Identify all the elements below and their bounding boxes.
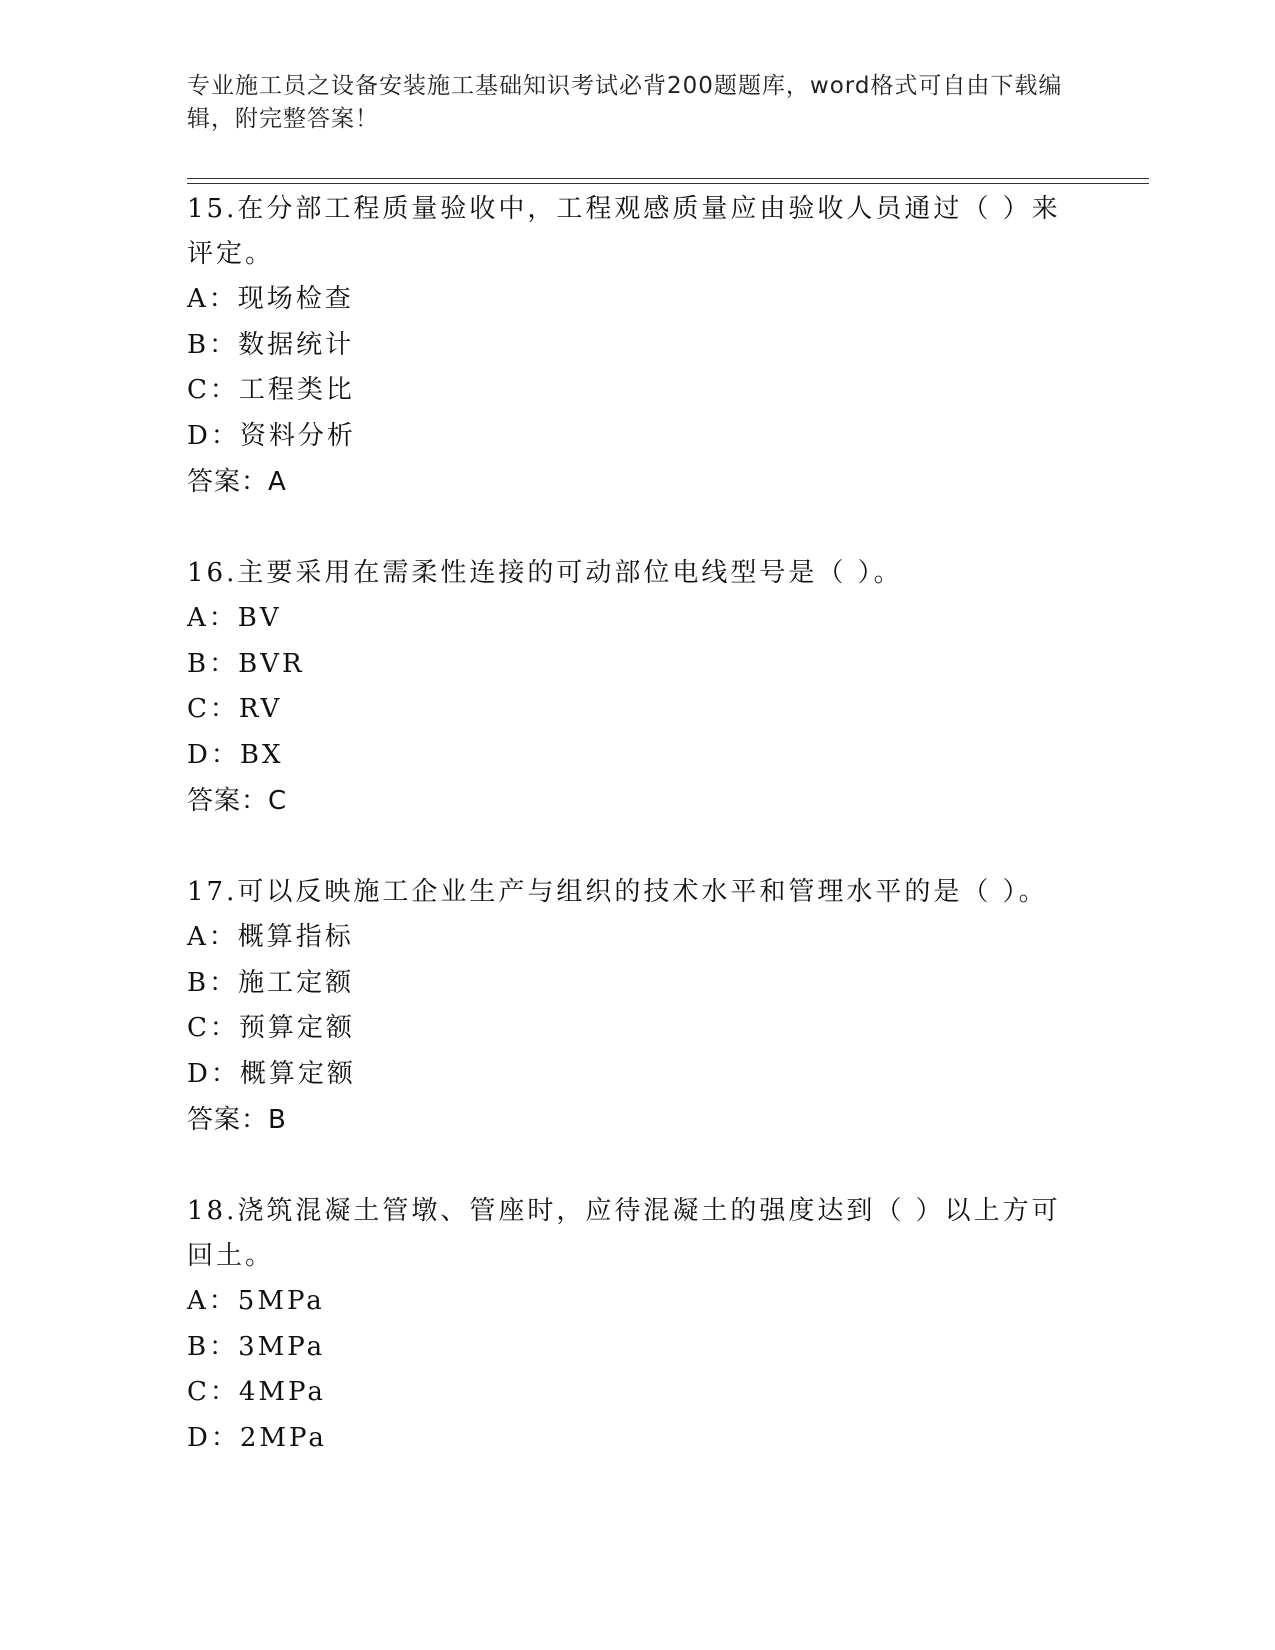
question-list <box>187 187 1087 1507</box>
option-d: D：2MPa <box>187 1422 327 1453</box>
question-16 <box>187 551 1087 824</box>
question-17 <box>187 870 1087 1143</box>
option-a: A：5MPa <box>187 1286 325 1316</box>
option-b: B：施工定额 <box>187 967 355 998</box>
option-c: C：工程类比 <box>187 375 355 405</box>
question-18 <box>187 1189 1087 1461</box>
option-d: D：资料分析 <box>187 420 356 451</box>
option-a: A：BV <box>187 603 282 633</box>
question-stem: 17.可以反映施工企业生产与组织的技术水平和管理水平的是（ ）。 <box>187 877 1048 907</box>
answer-line: 答案：C <box>187 786 288 816</box>
option-c: C：预算定额 <box>187 1013 355 1043</box>
question-stem: 15.在分部工程质量验收中，工程观感质量应由验收人员通过（ ）来评定。 <box>187 194 1061 269</box>
option-a: A：现场检查 <box>187 284 354 314</box>
question-15 <box>187 187 1087 505</box>
answer-line: 答案：B <box>187 1105 287 1135</box>
option-a: A：概算指标 <box>187 922 354 952</box>
option-d: D：概算定额 <box>187 1058 356 1089</box>
option-c: C：RV <box>187 694 283 724</box>
option-b: B：BVR <box>187 648 305 679</box>
question-stem: 18.浇筑混凝土管墩、管座时，应待混凝土的强度达到（ ）以上方可回土。 <box>187 1196 1061 1271</box>
header-divider-top <box>187 178 1149 179</box>
document-header: 专业施工员之设备安装施工基础知识考试必背200题题库，word格式可自由下载编辑，附完整答案！ <box>187 73 1063 132</box>
question-stem: 16.主要采用在需柔性连接的可动部位电线型号是（ ）。 <box>187 558 903 588</box>
answer-line: 答案：A <box>187 467 287 497</box>
option-b: B：数据统计 <box>187 329 355 360</box>
option-d: D：BX <box>187 739 284 770</box>
header-divider-bottom <box>187 183 1149 184</box>
option-c: C：4MPa <box>187 1377 326 1407</box>
option-b: B：3MPa <box>187 1331 326 1362</box>
